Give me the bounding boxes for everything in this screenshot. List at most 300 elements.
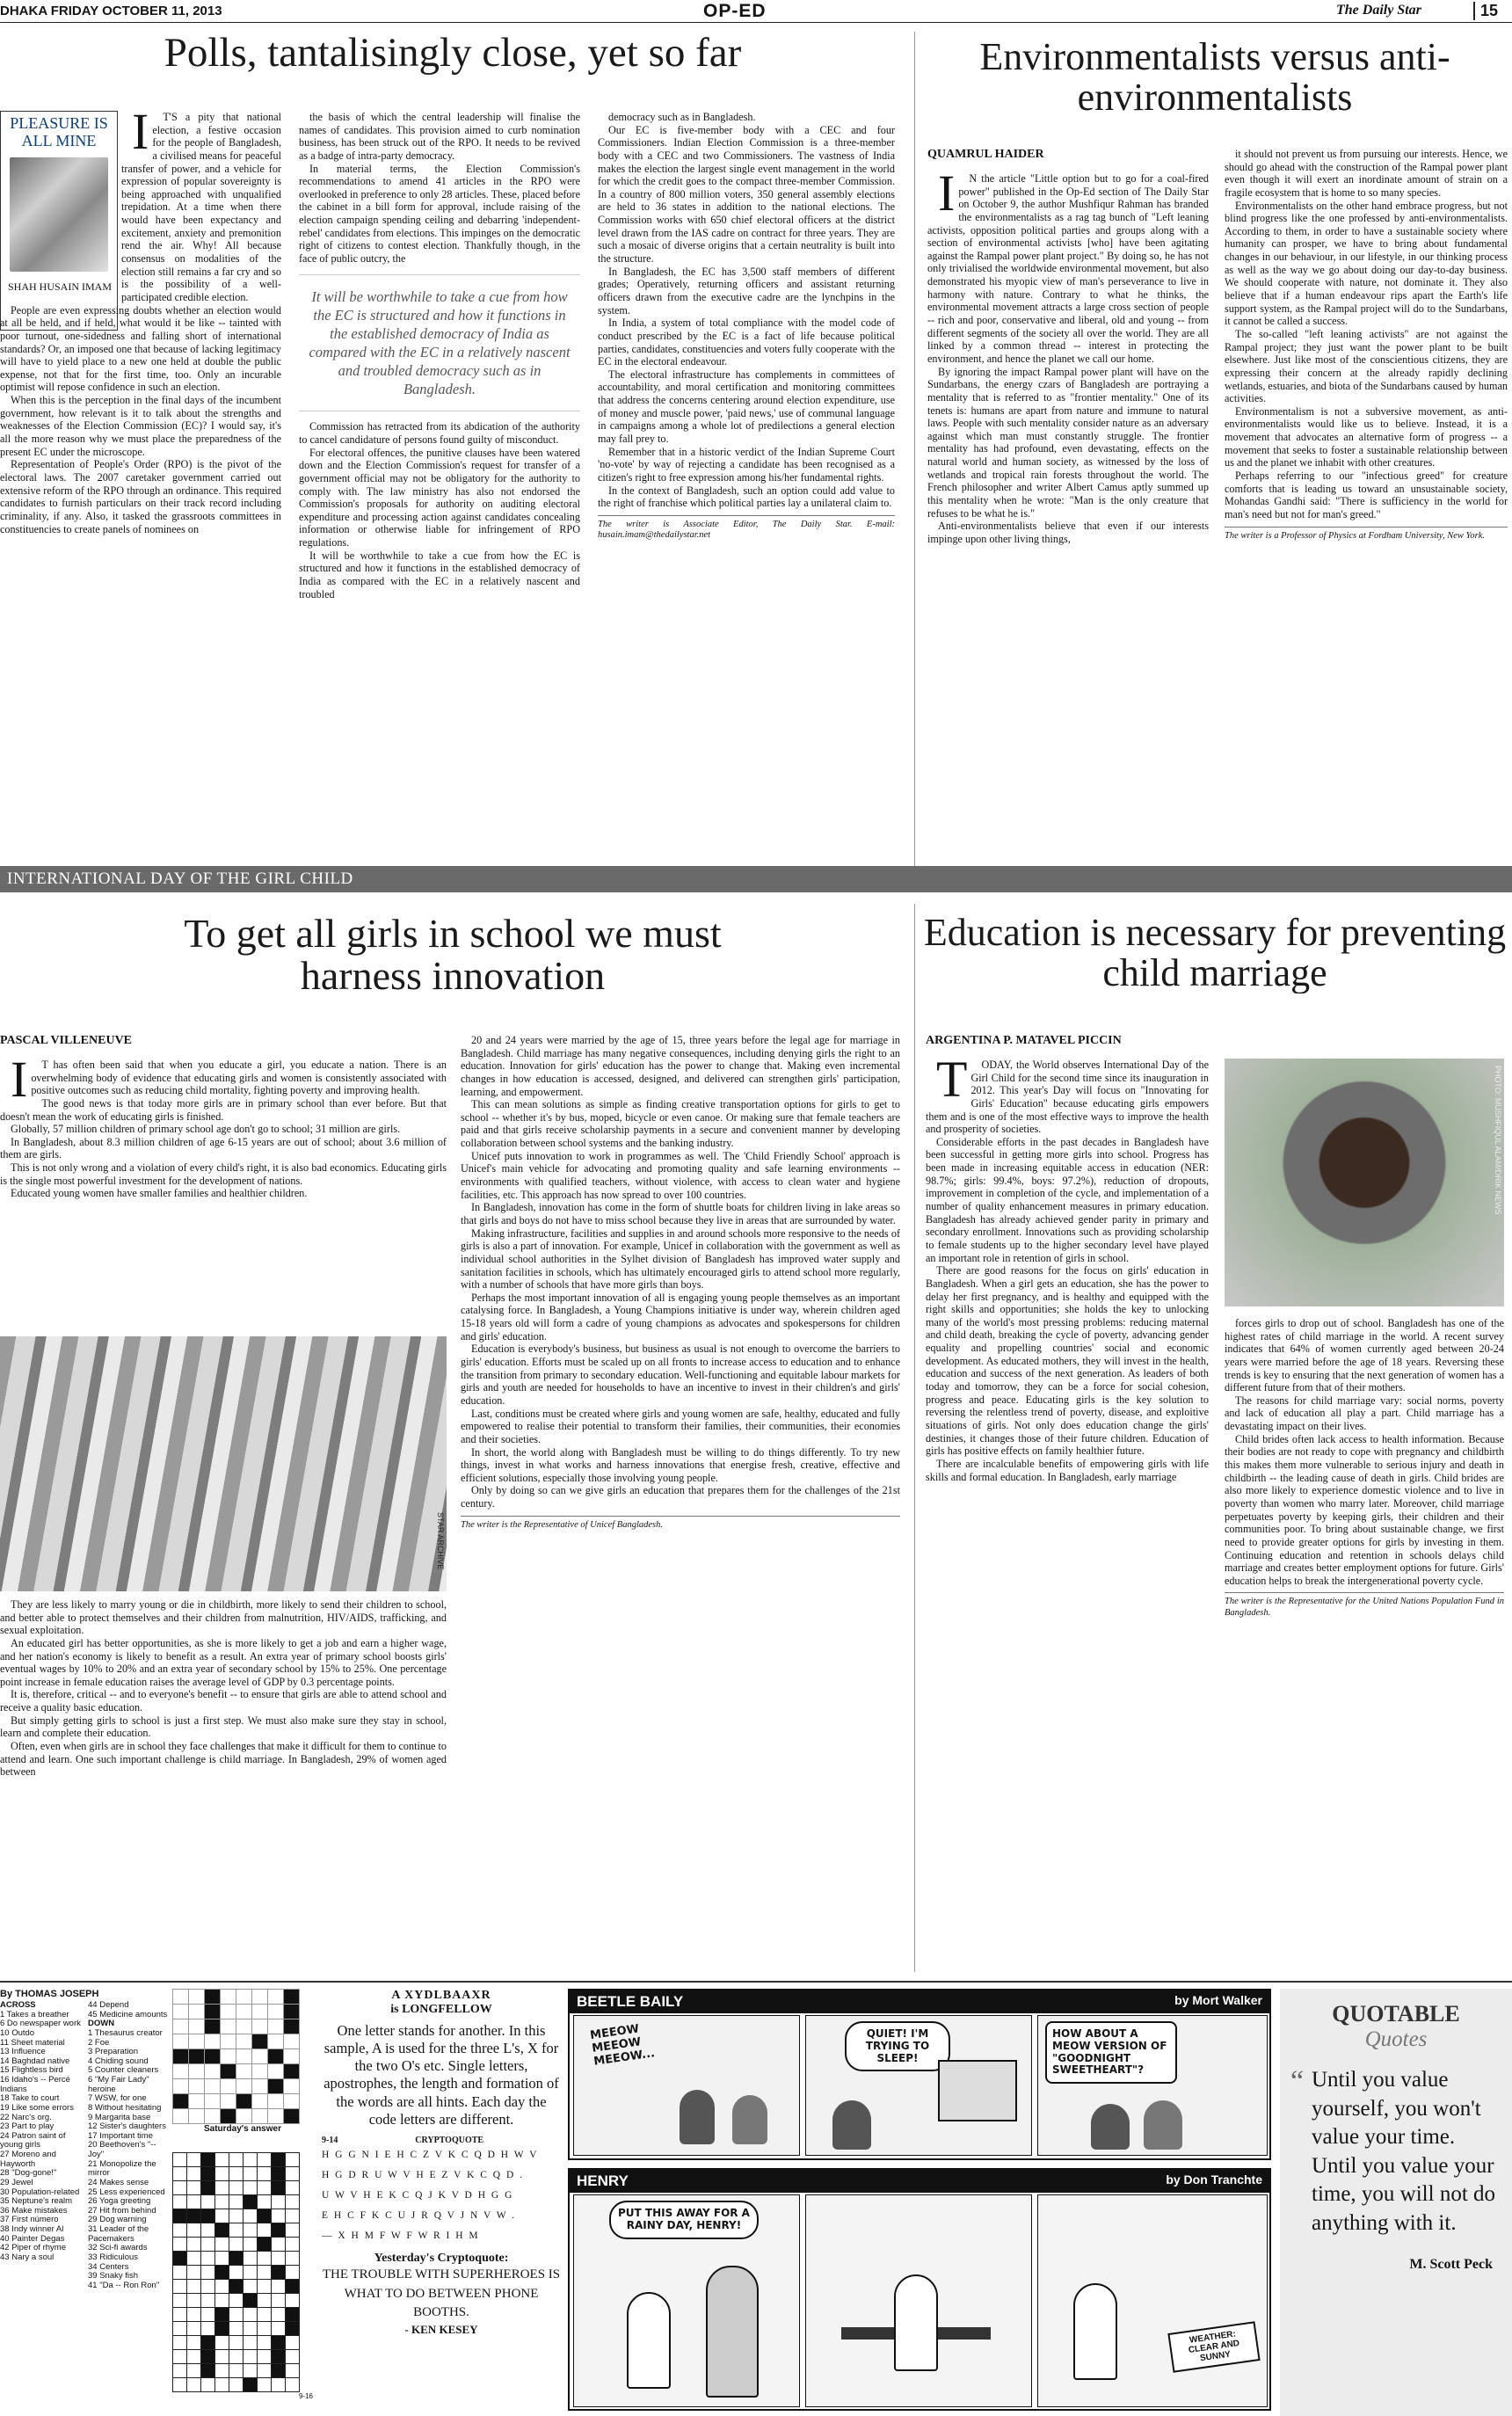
grid-cell[interactable] [215, 2252, 229, 2266]
grid-cell[interactable] [229, 2181, 244, 2195]
grid-cell[interactable] [286, 2181, 300, 2195]
mother-icon [706, 2266, 759, 2398]
yesterday-answer: THE TROUBLE WITH SUPERHEROES IS WHAT TO DO BETWEEN PHONE BOOTHS. [322, 2267, 561, 2320]
grid-cell[interactable] [215, 2322, 229, 2336]
grid-cell[interactable] [244, 2364, 258, 2378]
grid-cell[interactable] [272, 2336, 286, 2350]
grid-cell[interactable] [215, 2308, 229, 2322]
clue: 38 Indy winner Al [0, 2224, 64, 2234]
grid-cell[interactable] [173, 2209, 187, 2223]
girls-col-1-bottom [0, 1598, 447, 1972]
clue: 29 Jewel [0, 2177, 33, 2187]
cat-icon [1091, 2104, 1130, 2150]
grid-cell [236, 2109, 252, 2124]
paragraph: Remember that in a historic verdict of the Indian Supreme Court 'no-vote' by way of rejecting a candidate has been recognised as a citizen's right to free expression among his/her fundamental rights. [598, 445, 895, 484]
grid-cell[interactable] [258, 2280, 272, 2294]
grid-cell[interactable] [187, 2153, 201, 2167]
paragraph: Globally, 57 million children of primary school age don't go to school; 31 million are girls. [11, 1123, 401, 1136]
grid-cell[interactable] [272, 2280, 286, 2294]
grid-cell [236, 1990, 252, 2005]
grid-cell[interactable] [244, 2336, 258, 2350]
grid-cell[interactable] [173, 2195, 187, 2209]
grid-cell[interactable] [201, 2294, 215, 2308]
grid-cell[interactable] [229, 2280, 244, 2294]
grid-cell[interactable] [244, 2167, 258, 2181]
grid-cell [236, 2019, 252, 2034]
grid-cell[interactable] [173, 2266, 187, 2280]
grid-cell[interactable] [173, 2238, 187, 2252]
grid-cell[interactable] [244, 2294, 258, 2308]
grid-cell[interactable] [244, 2209, 258, 2223]
grid-cell[interactable] [272, 2167, 286, 2181]
grid-cell[interactable] [229, 2209, 244, 2223]
clue: 28 "Dog-gone!" [0, 2168, 57, 2179]
grid-cell[interactable] [187, 2294, 201, 2308]
grid-cell[interactable] [215, 2378, 229, 2392]
grid-cell[interactable] [286, 2350, 300, 2364]
grid-cell[interactable] [272, 2294, 286, 2308]
grid-cell[interactable] [244, 2350, 258, 2364]
grid-cell[interactable] [187, 2209, 201, 2223]
grid-cell [221, 2034, 236, 2049]
grid-cell[interactable] [229, 2336, 244, 2350]
grid-cell[interactable] [229, 2294, 244, 2308]
grid-cell[interactable] [244, 2252, 258, 2266]
grid-cell [189, 2034, 205, 2049]
grid-cell[interactable] [286, 2322, 300, 2336]
grid-cell[interactable] [244, 2195, 258, 2209]
grid-cell [252, 2109, 268, 2124]
paragraph: IT'S a pity that national election, a festive occasion for the people of Bangladesh, a civilised means for peaceful transfer of power, and a vehicle for expression of popular sovereignty is being approached with unqualified trepidation. At a time when there would have been expectancy and excitement, anxiety and premonition rend the air. Why! All because consensus on modalities of the election still remains a far cry and so is the possibility of a well-participated credible election. [121, 111, 281, 303]
grid-cell [205, 2049, 221, 2064]
grid-cell[interactable] [286, 2280, 300, 2294]
grid-cell [205, 2094, 221, 2109]
grid-cell[interactable] [258, 2195, 272, 2209]
grid-cell[interactable] [258, 2294, 272, 2308]
paragraph: Educated young women have smaller families and healthier children. [11, 1187, 308, 1200]
grid-cell[interactable] [173, 2378, 187, 2392]
grid-cell[interactable] [201, 2308, 215, 2322]
grid-cell[interactable] [201, 2280, 215, 2294]
grid-cell [189, 2019, 205, 2034]
clue: 17 Important time [88, 2130, 153, 2141]
grid-cell[interactable] [215, 2336, 229, 2350]
marriage-col-1 [926, 1059, 1209, 1972]
grid-cell[interactable] [286, 2209, 300, 2223]
grid-cell[interactable] [286, 2378, 300, 2392]
grid-cell [252, 2094, 268, 2109]
clue: 26 Yoga greeting [88, 2196, 151, 2207]
grid-cell[interactable] [173, 2252, 187, 2266]
paragraph: This can mean solutions as simple as finding creative transportation options for girls to get to school -- whether it's by bus, moped, bicycle or even canoe. Or making sure that female teachers are paid and that girls receive scholarship payments in a secure and convenient manner by developing collaboration between school systems and the banking industry. [461, 1098, 900, 1150]
grid-cell [221, 2109, 236, 2124]
grid-cell[interactable] [229, 2364, 244, 2378]
quotable-subtitle: Quotes [1364, 2027, 1428, 2051]
panel-3 [1037, 2194, 1268, 2407]
grid-cell [173, 2019, 189, 2034]
clue: 14 Baghdad native [0, 2056, 70, 2066]
grid-cell[interactable] [258, 2336, 272, 2350]
grid-cell[interactable] [272, 2322, 286, 2336]
grid-cell [236, 2049, 252, 2064]
clue: 4 Chiding sound [88, 2056, 149, 2066]
paragraph: For electoral offences, the punitive clauses have been watered down and the Election Commission's request for transfer of a government official may not be obligatory for the authority to comply with. The law ministry has also not endorsed the Commission's proposals for authority on auditing electoral expenditure and processing action against candidates concealing information or otherwise liable for infringement of RPO regulations. [299, 446, 580, 549]
paragraph: TODAY, the World observes International Day of the Girl Child for the second time since its inauguration in 2012. This year's Day will focus on "Innovating for Girls' Education" because educating girls empowers them and is one of the most effective ways to improve the health and prosperity of societies. [926, 1059, 1209, 1136]
paragraph: The electoral infrastructure has complements in committees of accountability, and moral certification and monitoring committees that address the concerns centering around election expenditure, use of money and muscle power, 'paid news,' use of communal language in campaigns among a whole lot of predilections a general election may fall prey to. [598, 367, 895, 446]
grid-cell [173, 2049, 189, 2064]
grid-cell[interactable] [173, 2167, 187, 2181]
across-list [0, 2011, 88, 2263]
grid-cell[interactable] [187, 2266, 201, 2280]
grid-cell[interactable] [272, 2195, 286, 2209]
paragraph: The good news is that today more girls are in primary school than ever before. But that doesn't mean the work of educating girls is finished. [0, 1096, 447, 1123]
cryptoquote-line: H G G N I E H C Z V K C Q D H W V [322, 2149, 539, 2160]
section-banner [0, 866, 1512, 892]
grid-cell[interactable] [173, 2153, 187, 2167]
clue: 18 Take to court [0, 2093, 60, 2104]
grid-cell[interactable] [229, 2167, 244, 2181]
panel-3 [1037, 2015, 1268, 2156]
across-clues [0, 2001, 88, 2263]
sample-line-2: is LONGFELLOW [390, 2003, 492, 2016]
grid-cell[interactable] [215, 2294, 229, 2308]
grid-cell[interactable] [201, 2223, 215, 2238]
grid-cell[interactable] [187, 2378, 201, 2392]
paragraph: This is not only wrong and a violation of every child's right, it is also bad economics. Educating girls is the single most powerful investment for the development of nations. [0, 1161, 447, 1187]
yesterday-title: Yesterday's Cryptoquote: [374, 2251, 509, 2265]
grid-cell[interactable] [229, 2266, 244, 2280]
grid-cell [284, 2005, 300, 2019]
grid-cell[interactable] [272, 2350, 286, 2364]
clue: 6 "My Fair Lady" heroine [88, 2075, 149, 2094]
grid-cell[interactable] [272, 2209, 286, 2223]
grid-cell[interactable] [258, 2153, 272, 2167]
grid-cell[interactable] [187, 2223, 201, 2238]
grid-cell[interactable] [258, 2223, 272, 2238]
grid-cell[interactable] [215, 2266, 229, 2280]
grid-cell [221, 2079, 236, 2094]
polls-col-3 [598, 111, 895, 876]
grid-cell [173, 2034, 189, 2049]
down-title: DOWN [88, 2019, 115, 2029]
grid-cell[interactable] [173, 2322, 187, 2336]
grid-cell[interactable] [201, 2378, 215, 2392]
grid-cell[interactable] [215, 2350, 229, 2364]
panel-1 [573, 2015, 800, 2156]
grid-cell[interactable] [229, 2238, 244, 2252]
grid-cell [189, 2064, 205, 2079]
grid-cell[interactable] [286, 2364, 300, 2378]
paragraph: Last, conditions must be created where girls and young women are safe, healthy, educated and fully empowered to realise their potential to transform their families, their communities, their economies and their societies. [461, 1407, 900, 1445]
grid-cell[interactable] [215, 2280, 229, 2294]
grid-cell[interactable] [244, 2322, 258, 2336]
grid-cell [252, 2079, 268, 2094]
grid-cell[interactable] [215, 2167, 229, 2181]
paragraph: it should not prevent us from pursuing our interests. Hence, we should go ahead with the construction of the Rampal power plant even though it will exert an inordinate amount of strain on a fragile ecosystem that is home to so many species. [1225, 148, 1508, 199]
grid-cell[interactable] [286, 2336, 300, 2350]
quote-body: Until you value yourself, you won't value your time. Until you value your time, you will not do anything with it. [1312, 2068, 1496, 2235]
grid-cell [173, 2005, 189, 2019]
grid-cell[interactable] [173, 2364, 187, 2378]
grid-cell [268, 2064, 284, 2079]
clue: 21 Monopolize the mirror [88, 2158, 156, 2179]
down-list [88, 2001, 172, 2290]
grid-cell[interactable] [187, 2336, 201, 2350]
grid-cell[interactable] [201, 2364, 215, 2378]
grid-cell[interactable] [215, 2238, 229, 2252]
clue: 24 Makes sense [88, 2177, 149, 2187]
grid-cell[interactable] [272, 2252, 286, 2266]
paragraph: IN the article "Little option but to go for a coal-fired power" published in the Op-Ed section of The Daily Star on October 9, the author Mushfiqur Rahman has branded the environmentalists as a rag tag bunch of "Left leaning activists, opposition political parties and groups along with a section of environmental activists [who] have been agitating against the Rampal power plant project." By doing so, he has not only trivialised the worldwide environmental movement, but also demonstrated his myopic view of man's perseverance to live in harmony with nature. Contrary to what he thinks, the environmental movement attracts a large cross section of people -- rich and poor, conservative and liberal, old and young -- from different segments of the society all over the world. They are all linked by a common thread -- interest in protecting the environment, and hence the planet we call our home. [927, 172, 1209, 365]
grid-cell [268, 2079, 284, 2094]
grid-cell[interactable] [201, 2350, 215, 2364]
grid-cell[interactable] [258, 2350, 272, 2364]
grid-cell[interactable] [272, 2153, 286, 2167]
cryptoquote-line: H G D R U W V H E Z V K C Q D . [322, 2169, 525, 2180]
clue: 39 Snaky fish [88, 2271, 139, 2281]
clue: 6 Do newspaper work [0, 2019, 81, 2029]
paragraph: Child brides often lack access to health information. Because their bodies are not ready to cope with pregnancy and childbirth this makes them more vulnerable to serious injury and death in childbirth -- the leading cause of death in girls. Child brides are also more likely to experience domestic violence and to live in poverty than women who marry later. Moreover, child marriage perpetuates poverty by keeping girls, their children and their communities poor. To bring about sustainable change, we first need to provide greater options for girls by investing in them. Continuing education and retention in schools delays child marriage and creates better employment options for future. Girls' education helps to break the intergenerational poverty cycle. [1225, 1432, 1504, 1587]
grid-cell[interactable] [272, 2308, 286, 2322]
cryptoquote-lines [322, 2145, 561, 2246]
speech-bubble: PUT THIS AWAY FOR A RAINY DAY, HENRY! [609, 2201, 759, 2239]
grid-cell[interactable] [244, 2223, 258, 2238]
grid-cell [268, 2005, 284, 2019]
grid-cell[interactable] [229, 2252, 244, 2266]
grid-cell [173, 2109, 189, 2124]
grid-cell[interactable] [229, 2378, 244, 2392]
grid-cell[interactable] [215, 2153, 229, 2167]
paragraph: The so-called "left leaning activists" are not against the Rampal project; they just want the power plant to be built elsewhere. Just like most of the conscientious citizens, they are expressing their concern at the already rapidly declining wetlands, estuaries, and biota of the Sundarbans caused by human activities. [1225, 327, 1508, 405]
grid-cell[interactable] [244, 2153, 258, 2167]
open-quote-icon: “ [1290, 2065, 1305, 2098]
grid-cell[interactable] [258, 2364, 272, 2378]
grid-cell[interactable] [187, 2181, 201, 2195]
grid-cell[interactable] [173, 2181, 187, 2195]
grid-cell[interactable] [286, 2308, 300, 2322]
grid-cell[interactable] [187, 2364, 201, 2378]
grid-cell[interactable] [187, 2280, 201, 2294]
sample-line-1: A XYDLBAAXR [391, 1989, 491, 2002]
grid-cell[interactable] [258, 2181, 272, 2195]
paragraph: They are less likely to marry young or die in childbirth, more likely to send their children to school, and better able to protect themselves and their children from malnutrition, HIV/AIDS, trafficking, and sexual exploitation. [0, 1598, 447, 1637]
instructions: One letter stands for another. In this sample, A is used for the three L's, X for the two O's etc. Single letters, apostrophes, the length and formation of the words are all hints. Each day the code letters are different. [323, 2022, 559, 2128]
down-clues [88, 2001, 172, 2290]
clue: 35 Neptune's realm [0, 2196, 73, 2207]
clue: 44 Depend [88, 2001, 129, 2010]
quotable-box [1280, 1989, 1512, 2416]
grid-cell [189, 2109, 205, 2124]
clue: 27 Hit from behind [88, 2205, 156, 2216]
grid-cell [252, 2064, 268, 2079]
grid-cell[interactable] [258, 2378, 272, 2392]
quote-text [1280, 2066, 1512, 2238]
grid-cell [236, 2034, 252, 2049]
grid-cell [221, 2005, 236, 2019]
speech-bubble: QUIET! I'M TRYING TO SLEEP! [845, 2021, 950, 2071]
paragraph: democracy such as in Bangladesh. [608, 111, 756, 123]
grid-cell[interactable] [258, 2167, 272, 2181]
grid-cell[interactable] [258, 2308, 272, 2322]
article-girls-school [0, 904, 904, 1972]
grid-cell[interactable] [187, 2308, 201, 2322]
grid-cell[interactable] [215, 2181, 229, 2195]
grid-cell [268, 2109, 284, 2124]
comic-title-bar [570, 2170, 1269, 2193]
clue: 19 Like some errors [0, 2102, 74, 2113]
grid-cell [284, 2019, 300, 2034]
paragraph: Unicef puts innovation to work in programmes as well. The 'Child Friendly School' approach is Unicef's main vehicle for advocating and promoting quality and safe learning environments -- environments with qualified teachers, without violence, with access to clean water and hygiene facilities, etc. This approach has now spread to over 100 countries. [461, 1149, 900, 1201]
grid-cell[interactable] [187, 2195, 201, 2209]
grid-cell [284, 2049, 300, 2064]
paragraph: It is, therefore, critical -- and to everyone's benefit -- to ensure that girls are able to attend school and receive a quality basic education. [0, 1688, 447, 1714]
henry-icon [1073, 2283, 1117, 2380]
grid-cell[interactable] [244, 2266, 258, 2280]
article-child-marriage [914, 904, 1512, 1972]
grid-cell[interactable] [173, 2280, 187, 2294]
grid-cell[interactable] [201, 2322, 215, 2336]
marriage-col-2 [1225, 1317, 1504, 1972]
clue: 1 Thesaurus creator [88, 2027, 163, 2038]
grid-cell[interactable] [258, 2266, 272, 2280]
comic-title-bar [570, 1990, 1269, 2013]
grid-cell[interactable] [258, 2322, 272, 2336]
date-code: 9-16 [298, 2392, 313, 2400]
grid-cell[interactable] [244, 2238, 258, 2252]
grid-cell[interactable] [173, 2308, 187, 2322]
clue: 3 Preparation [88, 2047, 139, 2057]
grid-cell [284, 2094, 300, 2109]
grid-cell[interactable] [258, 2209, 272, 2223]
grid-cell[interactable] [201, 2153, 215, 2167]
grid-cell[interactable] [173, 2223, 187, 2238]
comic-author: by Don Tranchte [1166, 2172, 1262, 2187]
grid-cell[interactable] [187, 2238, 201, 2252]
crossword-byline: By THOMAS JOSEPH [0, 1989, 99, 1999]
grid-cell [268, 2049, 284, 2064]
cryptoquote-code: 9-14 [322, 2135, 338, 2145]
grid-cell[interactable] [201, 2167, 215, 2181]
paragraph: the basis of which the central leadership will finalise the names of candidates. This provision aimed to curb nomination business, has been struck out of the RPO. It needs to be revived as a badge of intra-party democracy. [299, 111, 580, 162]
clue: 1 Takes a breather [0, 2009, 69, 2019]
yesterday-author: - KEN KESEY [404, 2323, 478, 2336]
photo-credit: PHOTO: MUSHFIQUL ALAM/DRIK NEWS [1494, 1066, 1502, 1215]
grid-cell[interactable] [272, 2364, 286, 2378]
grid-cell[interactable] [229, 2322, 244, 2336]
grid-cell[interactable] [201, 2195, 215, 2209]
paragraph: In India, a system of total compliance with the model code of conduct prescribed by the EC is a fact of life because political parties, candidates, constituencies and voters fully cooperate with the EC in the electoral endeavour. [598, 317, 895, 368]
grid-cell[interactable] [229, 2223, 244, 2238]
author-note: The writer is the Representative of Unicef Bangladesh. [461, 1516, 900, 1532]
author-note: The writer is a Professor of Physics at Fordham University, New York. [1225, 527, 1508, 542]
grid-cell[interactable] [187, 2322, 201, 2336]
window-icon [938, 2060, 1017, 2121]
henry-icon [627, 2292, 671, 2389]
cryptoquote-line: U W V H E K C Q J K V D H G G [322, 2189, 514, 2201]
clue: 27 Moreno and Hayworth [0, 2150, 56, 2169]
grid-cell[interactable] [215, 2195, 229, 2209]
newspaper-logo: The Daily Star [1336, 3, 1421, 18]
grid-cell[interactable] [229, 2153, 244, 2167]
grid-cell [221, 2064, 236, 2079]
grid-cell[interactable] [286, 2252, 300, 2266]
grid-cell[interactable] [244, 2181, 258, 2195]
grid-cell[interactable] [201, 2238, 215, 2252]
clue: 16 Idaho's -- Percé Indians [0, 2075, 70, 2094]
grid-cell[interactable] [215, 2364, 229, 2378]
cryptoquote-label: CRYPTOQUOTE [415, 2135, 484, 2145]
grid-cell[interactable] [201, 2181, 215, 2195]
grid-cell[interactable] [286, 2266, 300, 2280]
grid-cell[interactable] [215, 2223, 229, 2238]
grid-cell[interactable] [173, 2336, 187, 2350]
grid-cell[interactable] [244, 2378, 258, 2392]
pull-quote: It will be worthwhile to take a cue from how the EC is structured and how it functions in the established democracy of India as compared with the EC in a relatively nascent and troubled democracy such as in Bangladesh. [299, 274, 580, 412]
grid-cell[interactable] [286, 2153, 300, 2167]
cryptoquote-line: — X H M F W F W R I H M [322, 2230, 480, 2241]
grid-cell [252, 2005, 268, 2019]
grid-cell[interactable] [201, 2252, 215, 2266]
grid-cell[interactable] [272, 2378, 286, 2392]
grid-cell[interactable] [286, 2195, 300, 2209]
grid-cell[interactable] [229, 2195, 244, 2209]
grid-cell[interactable] [272, 2223, 286, 2238]
grid-cell[interactable] [272, 2266, 286, 2280]
article-environment [914, 32, 1512, 876]
grid-cell[interactable] [258, 2252, 272, 2266]
paragraph: In material terms, the Election Commission's recommendations to amend 41 articles in the RPO were overlooked in preference to only 28 articles. These, placed before the cabinet in a bill form for approval, include raising of the election campaign spending ceiling and debarring 'independent-rebel' candidates from elections. This impinges on the democratic right of citizens to contest election. Thankfully though, in the face of public outcry, the [299, 162, 580, 266]
grid-cell[interactable] [201, 2266, 215, 2280]
clue: 40 Painter Degas [0, 2233, 65, 2244]
grid-cell[interactable] [201, 2336, 215, 2350]
grid-cell [205, 1990, 221, 2005]
grid-cell[interactable] [229, 2350, 244, 2364]
grid-cell[interactable] [187, 2167, 201, 2181]
grid-cell[interactable] [215, 2209, 229, 2223]
answer-table [172, 1989, 300, 2124]
clue: 9 Margarita base [88, 2112, 151, 2122]
grid-cell[interactable] [187, 2252, 201, 2266]
grid-cell[interactable] [272, 2181, 286, 2195]
paragraph: In Bangladesh, innovation has come in the form of shuttle boats for children living in lake areas so that girls and boys do not have to miss school because they live in areas that are surrounded by water. [461, 1201, 900, 1226]
paragraph: The reasons for child marriage vary: social norms, poverty and lack of education all play a part. Child marriage has a devastating impact on their lives. [1225, 1394, 1504, 1433]
clue: 41 "Da -- Ron Ron" [88, 2280, 160, 2290]
grid-cell[interactable] [173, 2294, 187, 2308]
grid-cell[interactable] [272, 2238, 286, 2252]
grid-cell [189, 2049, 205, 2064]
grid-cell[interactable] [286, 2223, 300, 2238]
grid-cell[interactable] [286, 2167, 300, 2181]
grid-cell[interactable] [244, 2308, 258, 2322]
paragraph: Environmentalism is not a subversive movement, as anti-environmentalists would like us to believe. Instead, it is a movement that advocates an alternative form of progress -- a movement that seeks to foster a sustainable relationship between us and the planet we inhabit with other creatures. [1225, 404, 1508, 469]
grid-cell[interactable] [286, 2238, 300, 2252]
grid-cell[interactable] [173, 2350, 187, 2364]
grid-cell[interactable] [258, 2238, 272, 2252]
grid-cell[interactable] [201, 2209, 215, 2223]
grid-cell [236, 2005, 252, 2019]
grid-cell [236, 2094, 252, 2109]
clue: 29 Dog warning [88, 2215, 147, 2225]
grid-cell[interactable] [229, 2308, 244, 2322]
grid-cell [173, 2064, 189, 2079]
paragraph: In Bangladesh, about 8.3 million children of age 6-15 years are out of school; about 3.6 million of them are girls. [0, 1135, 447, 1161]
grid-cell[interactable] [244, 2280, 258, 2294]
grid-cell[interactable] [187, 2350, 201, 2364]
grid-cell[interactable] [286, 2294, 300, 2308]
paragraph: Perhaps referring to our "infectious greed" for creature comforts that is leading us toward an unsustainable society, Mohandas Gandhi said: "There is sufficiency in the world for man's need but not for man's greed." [1225, 469, 1508, 520]
paragraph: Anti-environmentalists believe that even if our interests impinge upon other living things, [927, 520, 1209, 545]
grid-cell [252, 2049, 268, 2064]
